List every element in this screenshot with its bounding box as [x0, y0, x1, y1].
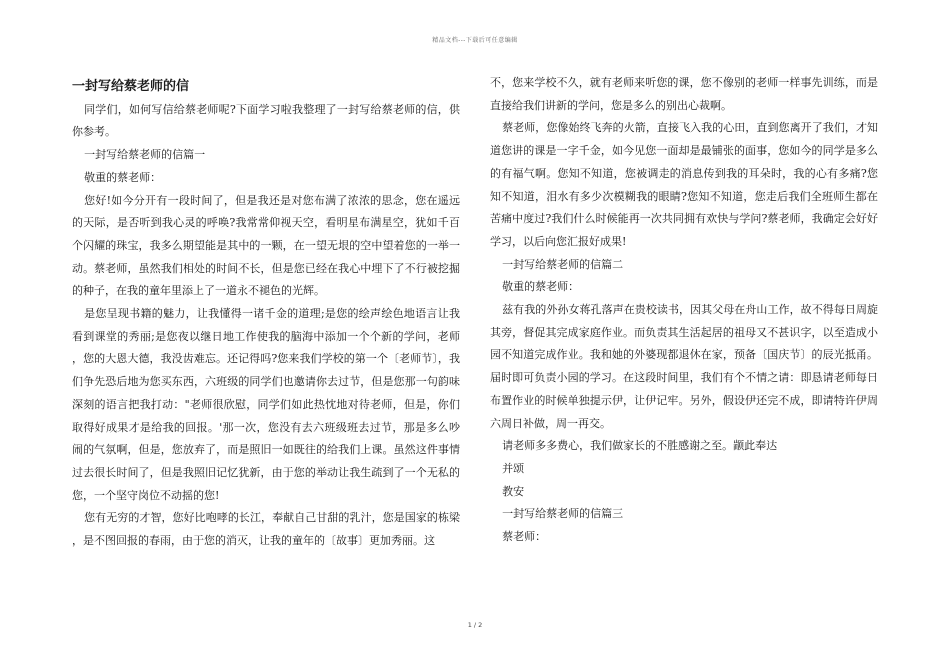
- page-title: 一封写给蔡老师的信: [72, 79, 190, 94]
- paragraph-intro: 同学们，如何写信给蔡老师呢?下面学习啦我整理了一封写给蔡老师的信，供你参考。: [72, 102, 460, 139]
- paragraph-continued: 不，您来学校不久，就有老师来听您的课，您不像别的老师一样事先训练，而是直接给我们讲新的学问，您是多么的别出心裁啊。: [490, 76, 878, 112]
- salutation: 敬重的蔡老师：: [502, 280, 580, 294]
- paragraph: 请老师多多费心，我们做家长的不胜感谢之至。颛此奉达: [502, 439, 778, 453]
- page-number: 1 / 2: [467, 621, 483, 629]
- document-header: 精品文档---下载后可任意编辑: [432, 37, 518, 44]
- section-heading-letter-one: 一封写给蔡老师的信篇一: [84, 148, 206, 162]
- paragraph: 您好!如今分开有一段时间了，但是我还是对您布满了浓浓的思念，您在遥远的天际，是否听到我心灵的呼唤?我常常仰视天空，看明星布满星空，犹如千百个闪耀的珠宝，我多么期望能是其中的一颗，在一望无垠的空中望着您的一举一动。蔡老师，虽然我们相处的时间不长，但是您已经在我心中埋下了不行被挖掘的种子，在我的童年里添上了一道永不褪色的光辉。: [72, 193, 460, 298]
- salutation: 蔡老师：: [502, 530, 547, 544]
- left-column: [72, 72, 460, 553]
- closing-line: 教安: [502, 484, 525, 498]
- closing-line: 并颂: [502, 461, 525, 475]
- section-heading-letter-three: 一封写给蔡老师的信篇三: [502, 507, 624, 521]
- salutation: 敬重的蔡老师：: [84, 170, 162, 184]
- paragraph: 是您呈现书籍的魅力，让我懂得一诸千金的道理;是您的绘声绘色地语言让我看到课堂的秀丽;是您夜以继日地工作使我的脑海中添加一个个新的学问，老师，您的大恩大德，我没齿难忘。还记得吗?您来我们学校的第一个〔老师节〕，我们争先恐后地为您买东西，六班级的同学们也邀请你去过节，但是您那一句韵味深刻的语言把我打动："老师很欣慰，同学们如此热忱地对待老师，但是，你们取得好成果才是给我的回报。'那一次，您没有去六班级班去过节，那是多么吵闹的气氛啊，但是，您放弃了，而是照旧一如既往的给我们上课。虽然这件事情过去很长时间了，但是我照旧记忆犹新，由于您的举动让我生疏到了一个无私的您，一个坚守岗位不动摇的您!: [72, 307, 460, 502]
- paragraph: 蔡老师，您像始终飞奔的火箭，直接飞入我的心田，直到您离开了我们，才知道您讲的课是一字千金，如今见您一面却是最铺张的面事，您如今的同学是多么的有福气啊。您知不知道，您被调走的消息传到我的耳朵时，我的心有多痛?您知不知道，泪水有多少次模糊我的眼睛?您知不知道，您走后我们全班师生都在苦痛中度过?我们什么时候能再一次共同拥有欢快与学问?蔡老师，我确定会好好学习，以后向您汇报好成果!: [490, 121, 878, 248]
- paragraph: 兹有我的外孙女蒋孔落声在贵校读书，因其父母在舟山工作，故不得每日周旋其旁，督促其完成家庭作业。而负责其生活起居的祖母又不甚识字，以至造成小园不知道完成作业。我和她的外婆现都退休在家，预备〔国庆节〕的辰光抵甬。届时即可负责小园的学习。在这段时间里，我们有个不情之请：即恳请老师每日布置作业的时候单独提示伊，让伊记牢。另外，假设伊还完不成，即请特许伊周六周日补做，周一再交。: [490, 303, 878, 430]
- paragraph: 您有无穷的才智，您好比咆哮的长江，奉献自己甘甜的乳汁，您是国家的栋梁，是不图回报的春雨，由于您的消灭，让我的童年的〔故事〕更加秀丽。这: [72, 511, 460, 548]
- right-column: [490, 72, 878, 549]
- section-heading-letter-two: 一封写给蔡老师的信篇二: [502, 257, 624, 271]
